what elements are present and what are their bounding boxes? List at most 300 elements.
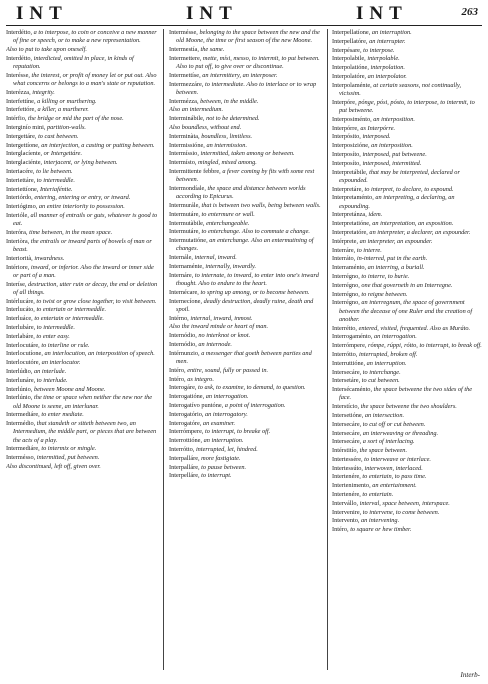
dictionary-entry (169, 411, 322, 419)
definition: interposed. (362, 133, 391, 141)
definition: to reigne between. (361, 290, 408, 298)
definition: to interre. (356, 246, 382, 254)
headword: Interiòra, (6, 237, 30, 245)
definition: mette, mísi, messo, to intermit, to put between. Also to put off, to give over or discontinue. (176, 54, 320, 70)
headword: Intervento, (332, 517, 360, 525)
dictionary-entry (332, 160, 484, 168)
headword: Internáre, (169, 271, 194, 279)
dictionary-entry (332, 526, 484, 534)
headword: Intermutáre, (169, 228, 200, 236)
dictionary-entry (332, 247, 484, 255)
definition: in-interred, put in the earth. (356, 255, 428, 263)
dictionary-entry (169, 81, 322, 97)
definition: interpolable. (367, 55, 400, 63)
definition: between Moone and Moone. (33, 385, 106, 393)
dictionary-entry (332, 29, 484, 37)
definition: an interlude. (33, 367, 67, 375)
definition: all manner of entrails or guts, whatever is good to eat. (13, 211, 158, 228)
headword: Intermésso, (6, 454, 36, 462)
dictionary-entry (6, 186, 158, 194)
dictionary-entry (6, 394, 158, 410)
definition: Also an intermedium. (169, 106, 224, 114)
definition: a point of interrogation. (224, 401, 286, 409)
headword: Interginío mini, (6, 123, 46, 131)
headword: Interogatióne, (169, 393, 205, 401)
headword: Intéro, (332, 526, 349, 534)
dictionary-entry (332, 325, 484, 333)
headword: Interlubáre, (6, 323, 36, 331)
headword: Interíse, (6, 280, 27, 288)
dictionary-entry (6, 98, 158, 106)
definition: interdicted, omitted in place, in kinds of reputation. (13, 54, 134, 70)
definition: to enter mediate. (41, 411, 84, 419)
definition: an interruption. (371, 29, 412, 36)
headword: Interiorità, (6, 254, 33, 262)
dictionary-entry (6, 324, 158, 332)
definition: a killer, a murtherer. (37, 106, 89, 114)
definition: to lie between. (36, 167, 73, 175)
headword: Intermutatióne, (169, 237, 208, 245)
dictionary-entry (332, 517, 484, 525)
dictionary-entry (332, 255, 484, 263)
definition: the space betweene the two sides of the face. (339, 386, 473, 402)
headword: Interpalláre, (169, 463, 200, 471)
dictionary-entry (6, 142, 158, 150)
dictionary-entry (6, 368, 158, 376)
headword: Intermutáre, (169, 210, 200, 218)
headword: Intertessúto, (332, 464, 363, 472)
headword: Interdétto, (6, 54, 33, 62)
definition: an intermission. (206, 141, 248, 149)
definition: as Interpórre. (360, 124, 396, 132)
dictionary-entry (169, 29, 322, 45)
dictionary-entry (332, 456, 484, 464)
dictionary-entry (332, 509, 484, 517)
definition: Also boundless, without end. (169, 123, 242, 131)
dictionary-entry (332, 73, 484, 81)
definition: to cut between. (361, 377, 400, 385)
headword: Intermissióne, (169, 141, 205, 149)
definition: an examiner. (202, 419, 236, 427)
headword: Interpretatióne, (332, 220, 371, 228)
headword: Intersetióne, (332, 411, 364, 419)
definition: an interruption. (366, 359, 407, 367)
dictionary-entry (169, 384, 322, 392)
headword: Interráto, (332, 255, 356, 263)
headword: Intergettíone, (6, 141, 40, 149)
running-head-middle: INT (186, 3, 238, 24)
headword: Interpellatóre, (332, 37, 368, 45)
definition: between, in the middle. (200, 97, 259, 105)
definition: as integro. (187, 375, 214, 383)
definition: to entertain or intermeddle. (34, 315, 104, 323)
headword: Interiettíone, (6, 185, 39, 193)
definition: a messenger that goeth between parties and men. (176, 349, 312, 365)
dictionary-entry (332, 125, 484, 133)
definition: pónge, pósi, pósto, to interpose, to intermit, to put betweene. (339, 98, 475, 114)
headword: Interposiménto, (332, 115, 372, 123)
headword: Intervállo, (332, 499, 359, 507)
dictionary-entry (6, 150, 158, 158)
headword: Interminàta, (169, 132, 200, 140)
headword: Interminábile, (169, 115, 205, 123)
headword: Interrégno, (332, 272, 360, 280)
definition: an interregnum, the space of government between the decease of one Ruler and the creation of another. (339, 299, 473, 323)
dictionary-entry (332, 351, 484, 359)
dictionary-entry (332, 421, 484, 429)
dictionary-entry (332, 229, 484, 237)
headword: Internále, (169, 254, 193, 262)
definition: internally, inwardly. (205, 262, 257, 270)
headword: Intérnunzio, (169, 349, 200, 357)
dictionary-entry (6, 133, 158, 141)
headword: Intergettáre, (6, 132, 37, 140)
headword: Intermísto, (169, 159, 197, 167)
definition: to entermure or wall. (201, 210, 255, 218)
headword: Intermettere, (169, 54, 202, 62)
dictionary-entry (169, 228, 322, 236)
definition: an intervening. (361, 517, 400, 525)
definition: interval, space between, interspace. (359, 499, 450, 507)
headword: Internódio, (169, 332, 197, 340)
dictionary-entry (6, 168, 158, 176)
definition: that may be interpreted, declared or expounded. (339, 168, 460, 184)
definition: a sort of interlacing. (362, 438, 415, 446)
dictionary-entry (332, 47, 484, 55)
headword: Intérfio, (6, 115, 27, 123)
page-header (0, 0, 488, 26)
headword: Internaménte, (169, 262, 204, 270)
definition: intermitted, put between. (36, 454, 100, 462)
headword: Interdétto, (6, 29, 33, 36)
dictionary-entry (332, 291, 484, 299)
dictionary-entry (332, 403, 484, 411)
dictionary-entry (6, 159, 158, 167)
dictionary-entry (332, 133, 484, 141)
definition: an interweaving or threading. (362, 429, 439, 437)
dictionary-entry (169, 55, 322, 71)
definition: to spring up among, or to become between. (200, 288, 310, 296)
definition: a fever coming by fits with some rest between. (176, 167, 315, 184)
dictionary-entry (332, 211, 484, 219)
definition: the space betweene the two shoulders. (360, 403, 457, 411)
headword: Intermondíale, (169, 184, 206, 192)
definition: an interrogatory. (205, 410, 248, 418)
dictionary-entry (169, 98, 322, 106)
dictionary-entry (169, 72, 322, 80)
definition: the space between. (359, 447, 408, 455)
headword: Interráre, (332, 246, 356, 254)
headword: Intérno, (169, 314, 189, 322)
dictionary-entry (169, 133, 322, 141)
headword: Interpolabile, (332, 55, 366, 63)
definition: that is between two walls, being between walls. (201, 201, 321, 209)
definition: an interpretation, an exposition. (372, 220, 454, 228)
dictionary-entry (6, 359, 158, 367)
dictionary-entry (6, 386, 158, 394)
definition: Also to put to take upon oneself. (6, 46, 87, 53)
headword: Interpalláre, (169, 454, 200, 462)
dictionary-entry (169, 237, 322, 253)
dictionary-entry (169, 159, 322, 167)
dictionary-entry (6, 342, 158, 350)
dictionary-entry (169, 263, 322, 271)
headword: Intervenire, (332, 508, 362, 516)
headword: Interpelláre, (169, 472, 200, 480)
dictionary-entry (6, 229, 158, 237)
headword: Interlúnio, (6, 394, 33, 402)
dictionary-entry (6, 72, 158, 88)
definition: an internode. (198, 340, 232, 348)
definition: Interiaféntie. (39, 185, 73, 193)
dictionary-entry (169, 202, 322, 210)
headword: Intéro, (169, 366, 186, 374)
column-3 (332, 29, 484, 670)
definition: the time or space when neither the new nor the old Moone is seene, an interlunar. (13, 394, 153, 410)
definition: to square or hew timber. (350, 526, 412, 534)
dictionary-entry (332, 142, 484, 150)
headword: Interrégno, (332, 299, 360, 307)
dictionary-entry (169, 402, 322, 410)
dictionary-entry (332, 264, 484, 272)
headword: Interlúnio, (6, 385, 33, 393)
definition: an interpreter, a declarer, an expounder. (369, 228, 471, 236)
dictionary-entry (332, 438, 484, 446)
headword: Interiettáre, (6, 176, 36, 184)
dictionary-entry (169, 376, 322, 384)
definition: rómpe, rúppi, rótto, to interrupt, to break off. (368, 342, 482, 350)
dictionary-entry (332, 333, 484, 341)
dictionary-entry (332, 116, 484, 124)
definition: more fastigiate. (201, 454, 241, 462)
definition: a killing or murthering. (37, 97, 97, 105)
header-rule (6, 25, 482, 26)
headword: Interglacíente, (6, 150, 43, 158)
dictionary-entry (332, 82, 484, 98)
dictionary-entry (6, 333, 158, 341)
dictionary-entry (169, 323, 322, 331)
dictionary-entry (6, 194, 158, 202)
headword: Interogatório, (169, 410, 204, 418)
headword: Interpretábile, (332, 168, 368, 176)
dictionary-entry (332, 491, 484, 499)
definition: to pause between. (201, 463, 247, 471)
definition: internal, inward. (194, 254, 237, 262)
dictionary-entry (6, 411, 158, 419)
dictionary-entry (332, 386, 484, 402)
definition: to interlude. (36, 376, 68, 384)
definition: to internate, to inward, to enter into one's inward thought. Also to endure to the heart. (176, 271, 319, 287)
dictionary-entry (169, 115, 322, 123)
definition: an entertainment. (372, 482, 417, 490)
definition: the same. (200, 46, 225, 53)
dictionary-entry (169, 289, 322, 297)
dictionary-entry (6, 350, 158, 358)
dictionary-entry (332, 377, 484, 385)
definition: to entertain or intermeddle. (36, 306, 107, 314)
headword: Interlocutáre, (6, 341, 40, 349)
dictionary-entry (169, 455, 322, 463)
definition: to intervene, to come between. (362, 508, 440, 516)
definition: an interjection, a casting or putting between. (41, 141, 155, 149)
headword: Interrótto, (169, 445, 195, 453)
dictionary-entry (6, 89, 158, 97)
headword: Intéro, (169, 375, 186, 383)
dictionary-entry (6, 212, 158, 228)
headword: Interrottióne, (169, 437, 203, 445)
headword: Interpóre, (332, 98, 357, 106)
headword: Interfettóre, (6, 106, 36, 114)
definition: to interpret, to declare, to expound. (364, 185, 454, 193)
dictionary-entry (6, 177, 158, 185)
headword: Intersécaménto, (332, 386, 373, 394)
headword: Interpésare, (332, 46, 362, 54)
definition: internal, inward, inmost. (190, 314, 253, 322)
dictionary-entry (169, 272, 322, 288)
definition: to intermediate. Also to interlace or to wrap between. (176, 80, 317, 96)
headword: Intérlucáre, (6, 297, 35, 305)
definition: interposed, put betweene. (362, 150, 427, 158)
headword: Intermezzáre, (169, 80, 204, 88)
headword: Interésse, (6, 71, 30, 79)
definition: an interpreter, an expounder. (359, 237, 433, 245)
dictionary-entry (332, 299, 484, 324)
definition: mingled, mixed among. (198, 159, 257, 167)
definition: one that governeth in an Interregne. (361, 281, 453, 289)
headword: Interposíto, (332, 150, 361, 158)
catchword: Interb- (460, 671, 480, 679)
dictionary-entry (332, 38, 484, 46)
definition: destruction, utter ruin or decay, the end or deletion of all things. (13, 280, 158, 296)
definition: an interlocution, an interposition of speech. (44, 350, 155, 358)
headword: Interpolaménte, (332, 81, 372, 89)
headword: Internecíone, (169, 297, 203, 305)
headword: Interglaciénte, (6, 159, 43, 167)
dictionary-entry (332, 273, 484, 281)
definition: to ask, to examine, to demand, to question. (198, 384, 306, 392)
definition: to interrupt, to breake off. (205, 428, 271, 436)
headword: Interiórdo, (6, 194, 33, 202)
definition: an intersection. (364, 411, 405, 419)
dictionary-entry (332, 342, 484, 350)
headword: Interlabáre, (6, 332, 35, 340)
headword: Intérstitío, (332, 447, 359, 455)
headword: Intermédio, (6, 420, 36, 428)
dictionary-entry (6, 463, 158, 471)
definition: to intermeddle. (36, 323, 75, 331)
headword: Interrómpere, (169, 428, 204, 436)
headword: Intériore, (6, 263, 30, 271)
definition: an enterchange. Also an entermutining of changes. (176, 237, 314, 253)
definition: an interrupter. (369, 37, 406, 45)
headword: Interpolatióne, (332, 64, 369, 72)
dictionary-entry (6, 445, 158, 453)
definition: to interweave or interlace. (364, 455, 431, 463)
dictionary-entry (6, 264, 158, 280)
definition: to enterchange. Also to commute a change. (201, 228, 310, 236)
dictionary-entry (332, 282, 484, 290)
headword: Interióle, (6, 211, 29, 219)
definition: to interrupt. (201, 472, 232, 480)
definition: no interknot or knot. (198, 332, 251, 340)
headword: Interrétto, (332, 324, 357, 332)
definition: intermitted, taken among or between. (200, 150, 295, 158)
dictionary-entry (169, 220, 322, 228)
dictionary-entry (6, 46, 158, 54)
dictionary-entry (169, 341, 322, 349)
dictionary-entry (169, 298, 322, 314)
headword: Interogatívo puntóne, (169, 401, 224, 409)
headword: Internódio, (169, 340, 197, 348)
headword: Interézza, (6, 88, 31, 96)
headword: Intertessére, (332, 455, 363, 463)
dictionary-entry (6, 238, 158, 254)
headword: Interiógimo, (6, 203, 38, 211)
dictionary-body (6, 29, 484, 670)
dictionary-entry (6, 29, 158, 45)
dictionary-entry (6, 203, 158, 211)
headword: Intersecáre, (332, 420, 362, 428)
dictionary-entry (6, 115, 158, 123)
dictionary-entry (332, 186, 484, 194)
definition: entering, entering or entry, or inward. (34, 194, 131, 202)
headword: Intermíssio, (169, 150, 199, 158)
definition: entered, visited, frequented. Also as Muráto. (358, 324, 471, 332)
headword: Intertenére, (332, 491, 361, 499)
dictionary-entry (169, 428, 322, 436)
dictionary-entry (169, 124, 322, 132)
definition: an interrogation. (205, 393, 249, 401)
definition: inwardness. (34, 254, 65, 262)
dictionary-entry (6, 298, 158, 306)
definition: to intermeddle. (36, 176, 75, 184)
headword: Interiacére, (6, 167, 35, 175)
dictionary-entry (332, 238, 484, 246)
definition: an intermittery, an interposer. (202, 71, 278, 79)
headword: Interpósito, (332, 133, 361, 141)
headword: Interrégno, (332, 290, 360, 298)
dictionary-entry (332, 55, 484, 63)
dictionary-entry (169, 332, 322, 340)
definition: integrity. (32, 88, 55, 96)
definition: to entertain, to pass time. (362, 473, 427, 481)
definition: idem. (368, 211, 383, 219)
headword: Interstício, (332, 403, 360, 411)
dictionary-entry (332, 500, 484, 508)
running-head-left: INT (16, 3, 68, 24)
dictionary-entry (332, 220, 484, 228)
dictionary-entry (169, 464, 322, 472)
definition: to interpose. (363, 46, 395, 54)
definition: Also discontinued, left off, given over. (6, 462, 101, 470)
dictionary-entry (169, 254, 322, 262)
headword: Intersecáre, (332, 429, 362, 437)
dictionary-entry (332, 151, 484, 159)
headword: Interóra, (6, 228, 28, 236)
headword: Interpretatóre, (332, 228, 368, 236)
definition: interrupted, broken off. (358, 350, 418, 358)
dictionary-entry (332, 99, 484, 115)
page-number: 263 (461, 6, 478, 18)
definition: an interruption. (203, 437, 244, 445)
definition: partition-walls. (47, 123, 87, 131)
dictionary-entry (169, 472, 322, 480)
headword: Intermittente febbre, (169, 167, 221, 175)
dictionary-entry (6, 377, 158, 385)
dictionary-entry (169, 367, 322, 375)
dictionary-entry (169, 437, 322, 445)
dictionary-entry (6, 124, 158, 132)
